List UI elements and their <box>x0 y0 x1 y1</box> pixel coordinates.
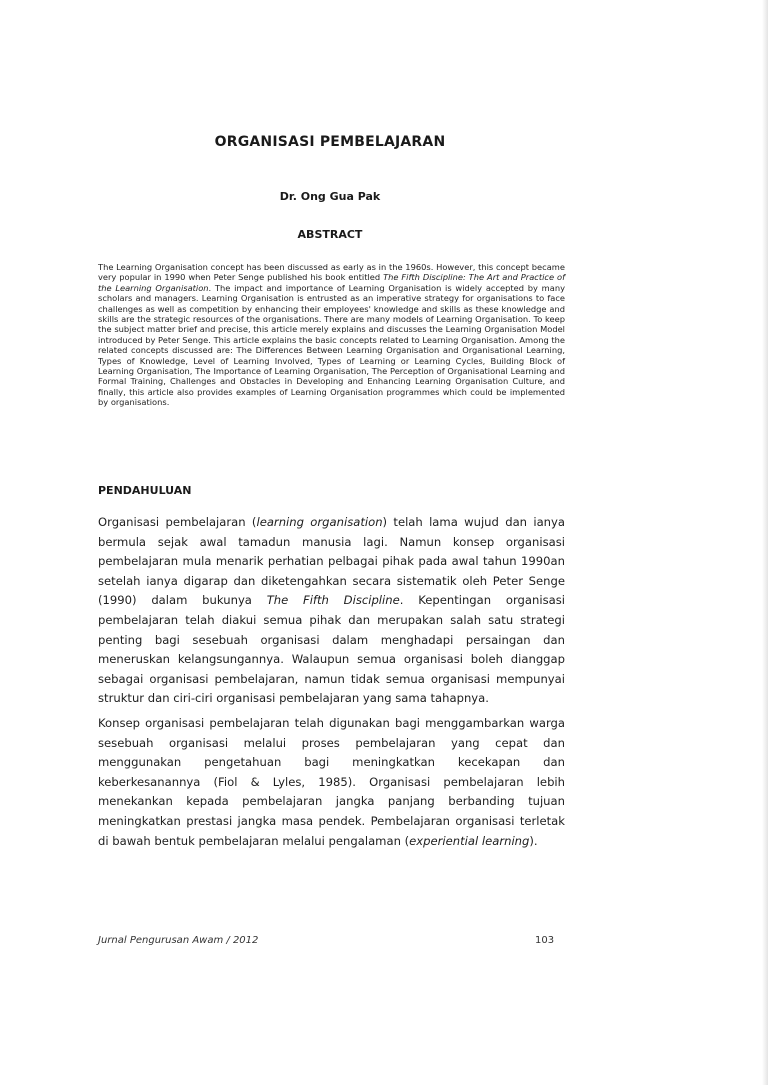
footer-journal: Jurnal Pengurusan Awam / 2012 <box>98 935 259 946</box>
abstract-text-part-1: The Learning Organisation concept has been discussed as early as in the 1960s. However, this concept became very popular in 1990 when Peter Senge published his book entitled <box>98 262 565 283</box>
para1-text-part-1: Organisasi pembelajaran ( <box>98 515 257 529</box>
abstract-text <box>98 262 565 408</box>
author-name: Dr. Ong Gua Pak <box>279 190 381 203</box>
body-paragraph-2 <box>98 714 565 851</box>
article-title: ORGANISASI PEMBELAJARAN <box>214 134 446 150</box>
footer-page-number: 103 <box>535 935 555 946</box>
para1-term: learning organisation <box>256 515 383 529</box>
para2-term: experiential learning <box>409 833 530 848</box>
section-heading: PENDAHULUAN <box>98 484 192 497</box>
para2-text-part-1: Konsep organisasi pembelajaran telah digunakan bagi menggambarkan warga sesebuah organisasi melalui proses pembelajaran yang cepat dan menggunakan pengetahuan bagi meningkatkan kecekapan dan keberkesanannya (Fiol & Lyles, 1985). Organisasi pembelajaran lebih menekankan kepada pembelajaran jangka panjang berbanding tujuan meningkatkan prestasi jangka masa pendek. Pembelajaran organisasi terletak di bawah bentuk pembelajaran melalui pengalaman ( <box>98 716 565 848</box>
body-paragraph-1 <box>98 513 565 709</box>
para1-text-part-2: ) telah lama wujud dan ianya bermula sejak awal tamadun manusia lagi. Namun konsep organisasi pembelajaran mula menarik perhatian pelbagai pihak pada awal tahun 1990an setelah ianya digarap dan diketengahkan secara sistematik oleh Peter Senge (1990) dalam bukunya <box>98 515 565 608</box>
page-edge-shadow <box>762 0 768 1085</box>
para1-text-part-3: . Kepentingan organisasi pembelajaran telah diakui semua pihak dan merupakan salah satu strategi penting bagi sesebuah organisasi dalam menghadapi persaingan dan meneruskan kelangsungannya. Walaupun semua organisasi boleh dianggap sebagai organisasi pembelajaran, namun tidak semua organisasi mempunyai struktur dan ciri-ciri organisasi pembelajaran yang sama tahapnya. <box>98 593 565 706</box>
abstract-heading: ABSTRACT <box>297 228 363 241</box>
para2-text-part-2: ). <box>529 833 538 848</box>
abstract-text-part-2: . The impact and importance of Learning Organisation is widely accepted by many scholars and managers. Learning Organisation is entrusted as an imperative strategy for organisations to face challenges as well as competition by enhancing their employees' knowledge and skills as these knowledge and skills are the strategic resources of the organisations. There are many models of Learning Organisation. To keep the subject matter brief and precise, this article merely explains and discusses the Learning Organisation Model introduced by Peter Senge. This article explains the basic concepts related to Learning Organisation. Among the related concepts discussed are: The Differences Between Learning Organisation and Organisational Learning, Types of Knowledge, Level of Learning Involved, Types of Learning or Learning Cycles, Building Block of Learning Organisation, The Importance of Learning Organisation, The Perception of Organisational Learning and Formal Training, Challenges and Obstacles in Developing and Enhancing Learning Organisation Culture, and finally, this article also provides examples of Learning Organisation programmes which could be implemented by organisations. <box>98 282 565 408</box>
para1-book-title: The Fifth Discipline <box>266 593 400 608</box>
abstract-book-title: The Fifth Discipline: The Art and Practice of the Learning Organisation <box>98 272 565 293</box>
